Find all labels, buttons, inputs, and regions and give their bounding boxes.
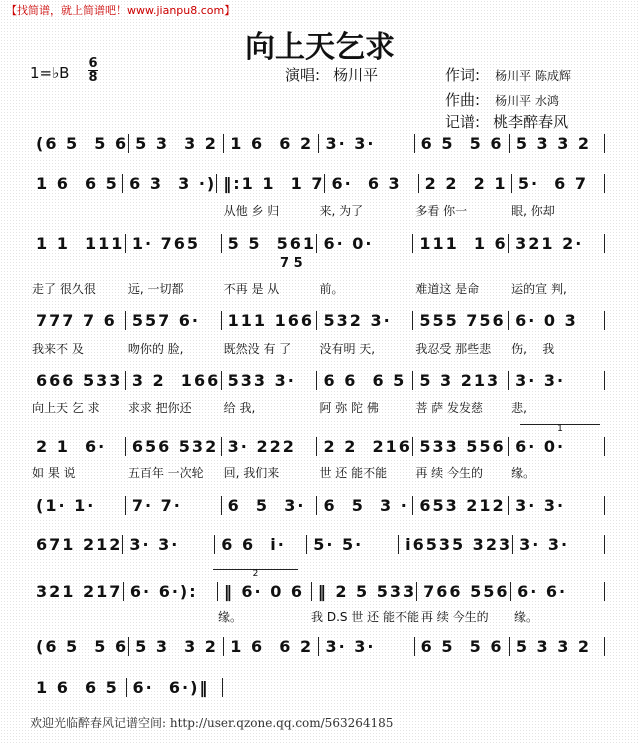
lyric-segment: 远, 一切都: [127, 282, 184, 296]
measure: 6· 0 3: [509, 311, 605, 330]
measure: 557 6·: [126, 311, 222, 330]
lyric-segment: 前。: [319, 282, 344, 296]
measure: 6 5 3 ·: [317, 496, 413, 515]
measure: 653 212: [413, 496, 509, 515]
measure: 3· 3·: [513, 535, 605, 554]
measure: 6 5 5 6: [415, 637, 510, 656]
volta-1: 1: [520, 424, 600, 433]
measure: ‖:1 1 1 7: [217, 174, 325, 193]
lyrics-row: [30, 464, 605, 481]
lyric-segment: 我忍受 那些悲: [415, 342, 492, 356]
measure: 3· 3·: [509, 496, 605, 515]
measure: 533 3·: [222, 371, 318, 390]
transcriber-credit: [445, 111, 568, 132]
measure: 1· 765: [126, 234, 222, 253]
notation-row: [30, 437, 605, 456]
notation-row: [30, 371, 605, 390]
lyricist-label: 作词:: [445, 66, 481, 84]
measure: 5 3 3 2: [129, 637, 224, 656]
lyric-segment: 回, 我们来: [223, 466, 280, 480]
measure: 111 166: [222, 311, 318, 330]
measure: ‖ 6· 0 6: [218, 582, 312, 601]
measure: 5· 6 7: [512, 174, 605, 193]
measure: 5 3 213: [413, 371, 509, 390]
lyric-segment: [126, 202, 222, 219]
measure: 1 6 6 5: [30, 174, 123, 193]
measure: 671 212: [30, 535, 123, 554]
measure: 1 6 6 2: [224, 134, 319, 153]
measure: 6 6 6 5: [317, 371, 413, 390]
lyric-segment: 缘。: [514, 610, 539, 624]
measure: 5 5 561: [222, 234, 318, 253]
measure: 666 533: [30, 371, 126, 390]
lyric-segment: 五百年 一次轮: [127, 466, 204, 480]
lyric-segment: 没有明 天,: [319, 342, 376, 356]
lyrics-row: [30, 608, 605, 625]
measure: 5 3 3 2: [510, 637, 605, 656]
measure: 2 2 216: [317, 437, 413, 456]
lyric-segment: 世 还 能不能: [319, 466, 388, 480]
lyric-segment: [123, 608, 216, 625]
site-banner-link[interactable]: 【找简谱，就上简谱吧！www.jianpu8.com】: [6, 4, 236, 17]
lyricist-credit: [445, 64, 571, 85]
notation-row: [30, 234, 605, 253]
lyrics-row: [30, 202, 605, 219]
singer-label: 演唱:: [285, 66, 321, 84]
measure: [223, 678, 319, 697]
time-sig-bottom: 8: [88, 70, 98, 85]
measure: (6 5 5 6: [30, 134, 129, 153]
measure: 321 217: [30, 582, 124, 601]
lyric-segment: 悲,: [511, 401, 527, 415]
measure: 6· 0·: [509, 437, 605, 456]
lyric-segment: 缘。: [511, 466, 536, 480]
measure: ‖ 2 5 533: [312, 582, 417, 601]
measure: 533 556: [413, 437, 509, 456]
measure: [319, 678, 415, 697]
measure: 777 7 6: [30, 311, 126, 330]
measure: i6535 323: [399, 535, 513, 554]
lyric-segment: 多看 你一: [415, 204, 468, 218]
composer-label: 作曲:: [445, 91, 481, 109]
measure: 6· 0·: [317, 234, 413, 253]
lyric-segment: 给 我,: [223, 401, 256, 415]
measure: 6 5 5 6: [415, 134, 510, 153]
notation-row: [30, 637, 605, 656]
lyric-segment: 既然没 有 了: [223, 342, 292, 356]
measure: 3· 3·: [509, 371, 605, 390]
notation-row: [30, 535, 605, 554]
alternate-notes: 7 5: [280, 256, 303, 271]
lyric-segment: 阿 弥 陀 佛: [319, 401, 379, 415]
measure: 6· 6·)‖: [127, 678, 224, 697]
lyrics-row: [30, 340, 605, 357]
measure: 3· 3·: [319, 134, 414, 153]
notation-row: [30, 582, 605, 601]
lyrics-row: [30, 399, 605, 416]
lyricist-name: 杨川平 陈成辉: [495, 69, 571, 83]
lyrics-row: [30, 280, 605, 297]
measure: 321 2·: [509, 234, 605, 253]
lyric-segment: 我 D.S 世 还 能不能: [311, 610, 419, 624]
measure: 3· 3·: [319, 637, 414, 656]
composer-credit: [445, 89, 559, 110]
measure: 766 556: [417, 582, 511, 601]
lyric-segment: 缘。: [218, 610, 243, 624]
footer-link[interactable]: 欢迎光临醉春风记谱空间: http://user.qzone.qq.com/563264185: [30, 716, 394, 730]
notation-row: [30, 174, 605, 193]
lyric-segment: 再 续 今生的: [420, 610, 489, 624]
time-signature: [88, 57, 98, 84]
lyric-segment: 从他 乡 归: [223, 204, 280, 218]
notation-row: [30, 311, 605, 330]
lyric-segment: 来, 为了: [319, 204, 364, 218]
measure: 6 6 i·: [215, 535, 307, 554]
measure: 6· 6·: [511, 582, 605, 601]
lyric-segment: 不再 是 从: [223, 282, 280, 296]
lyric-segment: [30, 608, 123, 625]
measure: 2 2 2 1: [419, 174, 512, 193]
measure: 1 1 111: [30, 234, 126, 253]
measure: 1 6 6 2: [224, 637, 319, 656]
composer-name: 杨川平 水鸿: [495, 94, 559, 108]
measure: [414, 678, 510, 697]
lyric-segment: 眼, 你却: [511, 204, 555, 218]
lyric-segment: 走了 很久很: [32, 282, 96, 296]
measure: 7· 7·: [126, 496, 222, 515]
measure: 1 6 6 5: [30, 678, 127, 697]
volta-2: 2: [213, 569, 298, 578]
measure: (1· 1·: [30, 496, 126, 515]
lyric-segment: 再 续 今生的: [415, 466, 483, 480]
lyric-segment: 向上天 乞 求: [32, 401, 100, 415]
measure: 555 756: [413, 311, 509, 330]
measure: [510, 678, 606, 697]
notation-row: [30, 678, 605, 697]
measure: 6· 6 3: [325, 174, 418, 193]
lyric-segment: 难道这 是命: [415, 282, 480, 296]
measure: 6· 6·):: [124, 582, 218, 601]
measure: (6 5 5 6: [30, 637, 129, 656]
lyric-segment: 我来不 及: [32, 342, 84, 356]
notation-row: [30, 134, 605, 153]
song-title: 向上天乞求: [245, 30, 395, 65]
measure: 532 3·: [317, 311, 413, 330]
measure: 6 3 3 ·): [123, 174, 217, 193]
transcriber-name: 桃李醉春风: [493, 113, 569, 131]
transcriber-label: 记谱:: [445, 113, 481, 131]
measure: 3· 3·: [123, 535, 215, 554]
measure: 2 1 6·: [30, 437, 126, 456]
measure: 5 3 3 2: [510, 134, 605, 153]
measure: 3· 222: [222, 437, 318, 456]
measure: 6 5 3·: [222, 496, 318, 515]
measure: 656 532: [126, 437, 222, 456]
lyric-segment: 菩 萨 发发慈: [415, 401, 483, 415]
lyric-segment: [30, 202, 126, 219]
measure: 5 3 3 2: [129, 134, 224, 153]
singer-credit: [285, 64, 378, 85]
lyric-segment: 如 果 说: [32, 466, 76, 480]
lyric-segment: 吻你的 脸,: [127, 342, 184, 356]
measure: 3 2 166: [126, 371, 222, 390]
time-sig-top: 6: [88, 56, 98, 71]
notation-row: [30, 496, 605, 515]
lyric-segment: 运的宣 判,: [511, 282, 567, 296]
singer-name: 杨川平: [333, 66, 379, 84]
lyric-segment: 伤, 我: [511, 342, 555, 356]
lyric-segment: 求求 把你还: [127, 401, 192, 415]
key-signature: 1=♭B: [30, 64, 70, 82]
measure: 5· 5·: [307, 535, 399, 554]
measure: 111 1 6: [413, 234, 509, 253]
